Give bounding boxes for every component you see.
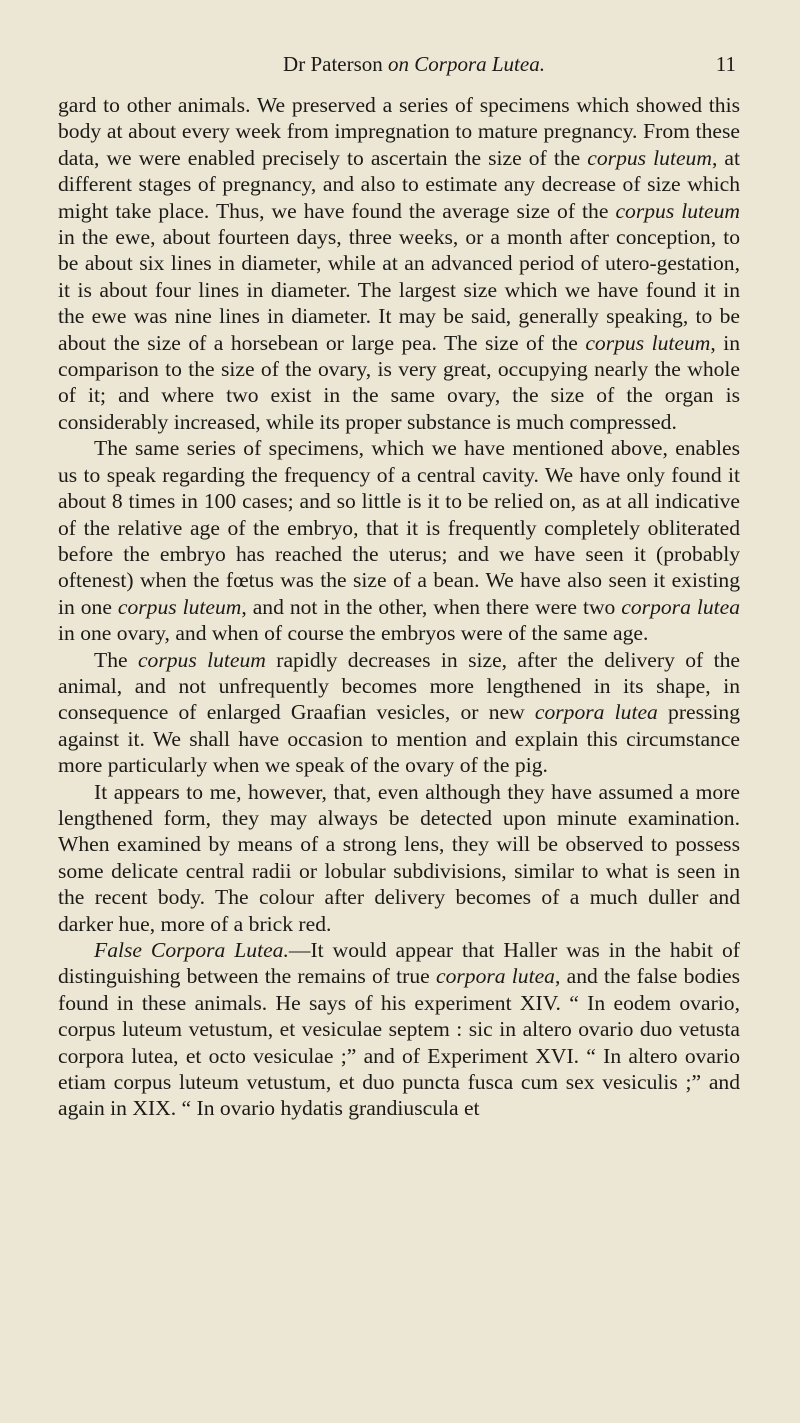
paragraph-false-corpora-lutea	[58, 937, 740, 1122]
text-run: , and the false bodies found in these animals. He says of his experiment XIV. “ In eodem ovario, corpus luteum vetustum, et vesiculae septem : sic in altero ovario duo vetusta corpora lutea, et octo vesiculae ;” and of Experiment XVI. “ In altero ovario etiam corpus luteum vetustum, et duo puncta fusca cum sex vesiculis ;” and again in XIX. “ In ovario hydatis grandiuscula et	[58, 964, 740, 1121]
italic-term: corpus luteum	[117, 594, 242, 619]
body-text	[58, 92, 740, 1122]
text-run: , at different stages of pregnancy, and also to estimate any decrease of size which might take place. Thus, we have found the average size of the	[58, 145, 740, 223]
paragraph-2	[58, 435, 740, 646]
running-head	[58, 52, 740, 92]
paragraph-3	[58, 647, 740, 779]
running-head-title	[253, 52, 545, 77]
paragraph-4	[58, 779, 740, 937]
italic-term: corpora lutea	[621, 594, 740, 619]
text-run: pressing against it. We shall have occasion to mention and explain this circumstance more particularly when we speak of the ovary of the pig.	[58, 700, 740, 778]
text-run: gard to other animals. We preserved a series of specimens which showed this body at about every week from impregnation to mature pregnancy. From these data, we were enabled precisely to ascertain the size of the	[58, 93, 740, 170]
italic-term: False Corpora Lutea.	[94, 938, 289, 962]
running-head-subject: Corpora Lutea.	[414, 52, 545, 76]
text-run: The same series of specimens, which we have mentioned above, enables us to speak regarding the frequency of a central cavity. We have only found it about 8 times in 100 cases; and so little is it to be relied on, as at all indicative of the relative age of the embryo, that it is frequently completely obliterated before the embryo has reached the uterus; and we have seen it (probably oftenest) when the fœtus was the size of a bean. We have also seen it existing in one	[58, 436, 740, 619]
italic-term: corpora lutea	[436, 964, 555, 989]
text-run: The	[94, 647, 138, 672]
text-run: in the ewe, about fourteen days, three weeks, or a month after conception, to be about six lines in diameter, while at an advanced period of utero-gestation, it is about four lines in diameter. The largest size which we have found it in the ewe was nine lines in diameter. It may be said, generally speaking, to be about the size of a horsebean or large pea. The size of the	[58, 225, 740, 355]
text-run: It appears to me, however, that, even although they have assumed a more lengthened form, they may always be detected upon minute examination. When examined by means of a strong lens, they will be observed to possess some delicate central radii or lobular subdivisions, similar to what is seen in the recent body. The colour after delivery becomes of a much duller and darker hue, more of a brick red.	[58, 779, 740, 936]
running-head-author: Dr Paterson	[283, 52, 383, 76]
paragraph-1	[58, 92, 740, 435]
running-head-on: on	[388, 52, 410, 76]
text-run: —It would appear that Haller was in the habit of distinguishing between the remains of true	[58, 938, 740, 989]
italic-term: corpus luteum	[587, 145, 712, 170]
text-run: , in comparison to the size of the ovary, is very great, occupying nearly the whole of it; and where two exist in the same ovary, the size of the organ is considerably increased, while its proper substance is much compressed.	[58, 330, 741, 434]
text-run: , and not in the other, when there were two	[241, 594, 622, 619]
page-number: 11	[715, 52, 736, 76]
italic-term: corpus luteum	[585, 330, 711, 355]
text-run: rapidly decreases in size, after the delivery of the animal, and not unfrequently becomes more lengthened in its shape, in consequence of enlarged Graafian vesicles, or new	[58, 647, 740, 725]
text-run: in one ovary, and when of course the embryos were of the same age.	[58, 621, 649, 646]
italic-term: corpora lutea	[534, 700, 658, 725]
italic-term: corpus luteum	[615, 198, 741, 223]
italic-term: corpus luteum	[137, 647, 266, 672]
